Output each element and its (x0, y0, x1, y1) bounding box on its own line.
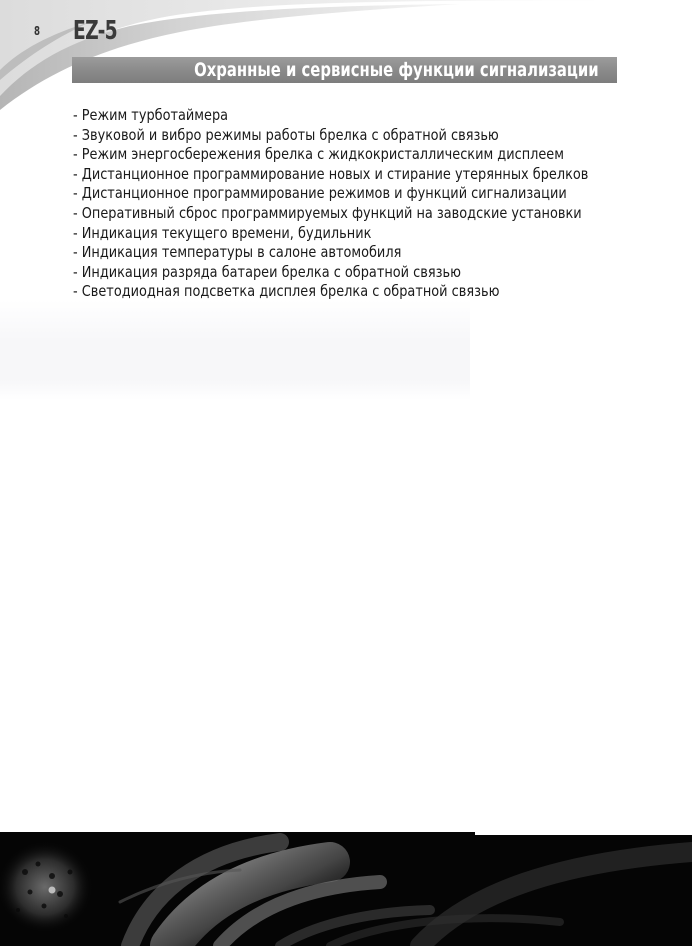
list-item: - Индикация разряда батареи брелка с обратной связью (73, 262, 461, 281)
list-item: - Режим турботаймера (73, 106, 229, 124)
features-list (73, 106, 672, 302)
page-number: 8 (34, 24, 41, 38)
section-title-bar (72, 57, 617, 83)
product-logo: EZ-5 (73, 16, 117, 46)
list-item: - Звуковой и вибро режимы работы брелка с обратной связью (73, 125, 499, 144)
list-item: - Дистанционное программирование новых и стирание утерянных брелков (73, 164, 589, 183)
list-item: - Светодиодная подсветка дисплея брелка с обратной связью (73, 282, 500, 301)
list-item: - Индикация температуры в салоне автомобиля (73, 243, 402, 262)
list-item: - Индикация текущего времени, будильник (73, 223, 372, 242)
section-title: Охранные и сервисные функции сигнализации (194, 59, 599, 81)
footer-banner (0, 832, 692, 946)
footer-banner-illustration (0, 832, 692, 946)
list-item: - Режим энергосбережения брелка с жидкокристаллическим дисплеем (73, 145, 564, 164)
background-panel (0, 300, 470, 400)
list-item: - Оперативный сброс программируемых функций на заводские установки (73, 203, 582, 222)
list-item: - Дистанционное программирование режимов и функций сигнализации (73, 184, 567, 203)
